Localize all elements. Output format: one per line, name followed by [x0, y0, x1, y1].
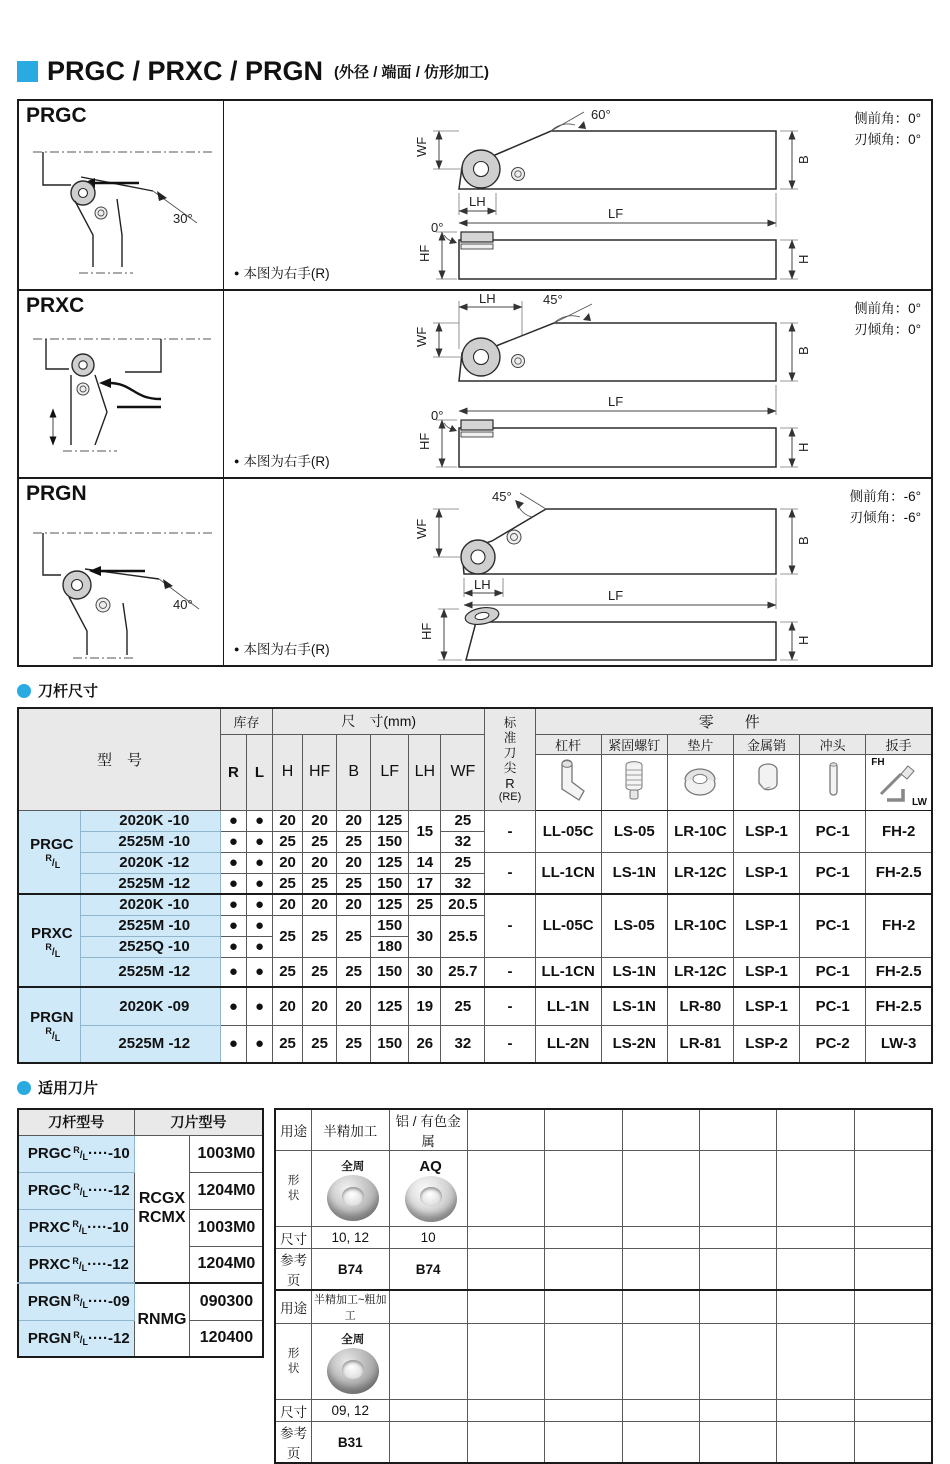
dim-b: 25	[337, 873, 371, 894]
dim-wf: 25	[441, 810, 485, 831]
heading-bullet-icon	[17, 1081, 31, 1095]
stock-l: ●	[246, 873, 272, 894]
part-wrench: FH-2	[866, 810, 932, 852]
tip-radius: -	[485, 810, 535, 852]
part-shim: LR-12C	[667, 852, 733, 894]
svg-text:60°: 60°	[591, 107, 611, 122]
empty-cell	[699, 1227, 776, 1249]
empty-cell	[854, 1324, 932, 1400]
section-prgc	[19, 101, 931, 289]
empty-cell	[854, 1109, 932, 1151]
col-insert-model: 刀片型号	[134, 1109, 263, 1135]
model-cell: 2020K -12	[80, 852, 220, 873]
stock-l: ●	[246, 894, 272, 915]
empty-cell	[777, 1227, 854, 1249]
part-pin: LSP-2	[733, 1025, 799, 1063]
part-screw: LS-1N	[601, 852, 667, 894]
model-cell: 2525M -10	[80, 831, 220, 852]
dim-b: 20	[337, 987, 371, 1025]
size-cell: 10, 12	[311, 1227, 389, 1249]
part-lever: LL-2N	[535, 1025, 601, 1063]
svg-text:B: B	[796, 346, 811, 355]
col-h: H	[273, 734, 303, 810]
size-cell: 09, 12	[311, 1400, 389, 1422]
right-hand-note: ● 本图为右手(R)	[234, 266, 330, 281]
page-ref-cell: B74	[311, 1249, 389, 1291]
dim-wf: 25.5	[441, 915, 485, 957]
heading-bullet-icon	[17, 684, 31, 698]
empty-cell	[854, 1249, 932, 1291]
dim-b: 25	[337, 831, 371, 852]
dim-lh: 25	[409, 894, 441, 915]
dim-lh: 17	[409, 873, 441, 894]
dim-hf: 20	[303, 810, 337, 831]
insert-code: 120400	[190, 1320, 264, 1357]
row-label-usage: 用途	[275, 1109, 311, 1151]
svg-text:LF: LF	[608, 206, 624, 221]
dim-lh: 19	[409, 987, 441, 1025]
part-shim-header: 垫片	[667, 734, 733, 754]
row-label-page: 参考页	[275, 1249, 311, 1291]
insert-code: 1003M0	[190, 1209, 264, 1246]
tip-radius: -	[485, 987, 535, 1025]
usage-cell: 半精加工~粗加工	[311, 1290, 389, 1324]
empty-cell	[622, 1249, 699, 1291]
part-screw: LS-05	[601, 894, 667, 957]
title-main: PRGC / PRXC / PRGN	[47, 56, 324, 86]
model-cell: 2020K -09	[80, 987, 220, 1025]
dim-lf: 180	[371, 936, 409, 957]
prxc-schematic-cell	[19, 291, 224, 477]
part-punch-header: 冲头	[800, 734, 866, 754]
col-lh: LH	[409, 734, 441, 810]
dim-lf: 150	[371, 831, 409, 852]
dim-h: 20	[273, 810, 303, 831]
stock-r: ●	[220, 915, 246, 936]
col-wf: WF	[441, 734, 485, 810]
stock-r: ●	[220, 936, 246, 957]
lever-icon	[535, 754, 601, 810]
col-size-header: 尺 寸(mm)	[273, 708, 485, 734]
empty-cell	[622, 1290, 699, 1324]
stock-l: ●	[246, 831, 272, 852]
stock-r: ●	[220, 957, 246, 987]
prgc-dimension-drawing	[296, 101, 896, 287]
stock-r: ●	[220, 852, 246, 873]
prgc-angle-notes: 侧前角：0° 刃倾角：0°	[854, 111, 921, 147]
empty-cell	[467, 1422, 544, 1464]
empty-cell	[622, 1422, 699, 1464]
row-label-shape: 形状	[275, 1151, 311, 1227]
part-pin-header: 金属销	[733, 734, 799, 754]
dim-h: 25	[273, 1025, 303, 1063]
round-insert-image	[327, 1175, 379, 1221]
wrench-icon: FH LW	[866, 754, 932, 810]
dim-h: 20	[273, 987, 303, 1025]
empty-cell	[699, 1109, 776, 1151]
model-cell: 2525M -12	[80, 1025, 220, 1063]
dim-wf: 25	[441, 987, 485, 1025]
stock-r: ●	[220, 831, 246, 852]
clamp-screw-icon	[601, 754, 667, 810]
svg-text:LF: LF	[608, 394, 624, 409]
prgn-dimension-drawing	[296, 479, 896, 665]
part-wrench: FH-2.5	[866, 957, 932, 987]
size-cell: 10	[389, 1227, 467, 1249]
title-sub: (外径 / 端面 / 仿形加工)	[334, 64, 490, 81]
section-label: PRXC	[26, 294, 85, 317]
empty-cell	[699, 1324, 776, 1400]
round-insert-image	[327, 1348, 379, 1394]
prgc-drawing-cell	[224, 101, 931, 289]
dim-b: 20	[337, 894, 371, 915]
part-shim: LR-81	[667, 1025, 733, 1063]
part-shim: LR-10C	[667, 894, 733, 957]
part-screw-header: 紧固螺钉	[601, 734, 667, 754]
dim-hf: 25	[303, 873, 337, 894]
stock-r: ●	[220, 873, 246, 894]
empty-cell	[854, 1422, 932, 1464]
svg-text:LF: LF	[608, 588, 624, 603]
dim-wf: 20.5	[441, 894, 485, 915]
part-shim: LR-80	[667, 987, 733, 1025]
col-b: B	[337, 734, 371, 810]
dim-lh: 30	[409, 957, 441, 987]
col-holder-model: 刀杆型号	[18, 1109, 134, 1135]
dim-lf: 150	[371, 957, 409, 987]
svg-text:HF: HF	[417, 432, 432, 450]
empty-cell	[467, 1227, 544, 1249]
tip-radius: -	[485, 1025, 535, 1063]
dim-h: 20	[273, 894, 303, 915]
prgn-drawing-cell	[224, 479, 931, 665]
schematic-angle-label: 30°	[173, 211, 193, 226]
part-shim: LR-10C	[667, 810, 733, 852]
part-punch: PC-1	[800, 852, 866, 894]
empty-cell	[545, 1249, 622, 1291]
punch-icon	[800, 754, 866, 810]
holder-model: PRGC $^R$/L····-10	[18, 1135, 134, 1172]
stock-r: ●	[220, 1025, 246, 1063]
dim-lh: 26	[409, 1025, 441, 1063]
part-punch: PC-1	[800, 987, 866, 1025]
dim-lf: 150	[371, 873, 409, 894]
dim-hf: 25	[303, 957, 337, 987]
svg-text:H: H	[796, 254, 811, 264]
empty-cell	[622, 1227, 699, 1249]
dim-b: 25	[337, 957, 371, 987]
row-label-usage: 用途	[275, 1290, 311, 1324]
row-label-size: 尺寸	[275, 1227, 311, 1249]
series-prgc: $PRGC^R/L$	[18, 810, 80, 894]
prgn-angle-notes: 侧前角：-6° 刃倾角：-6°	[849, 489, 921, 525]
model-cell: 2525M -12	[80, 957, 220, 987]
prgc-schematic	[21, 127, 221, 285]
empty-cell	[699, 1151, 776, 1227]
section-label: PRGC	[26, 104, 87, 127]
col-lf: LF	[371, 734, 409, 810]
empty-cell	[622, 1324, 699, 1400]
dim-h: 25	[273, 831, 303, 852]
empty-cell	[854, 1151, 932, 1227]
dim-lf: 125	[371, 810, 409, 831]
dim-wf: 32	[441, 1025, 485, 1063]
insert-table	[17, 1108, 264, 1358]
dim-b: 25	[337, 1025, 371, 1063]
empty-cell	[467, 1249, 544, 1291]
part-pin: LSP-1	[733, 894, 799, 957]
dim-lh: 30	[409, 915, 441, 957]
insert-code: 1204M0	[190, 1246, 264, 1283]
empty-cell	[389, 1422, 467, 1464]
svg-text:H: H	[796, 442, 811, 452]
empty-cell	[854, 1227, 932, 1249]
svg-text:WF: WF	[414, 136, 429, 157]
holder-model: PRGN $^R$/L····-09	[18, 1283, 134, 1320]
empty-cell	[699, 1422, 776, 1464]
dim-b: 20	[337, 810, 371, 831]
part-wrench: LW-3	[866, 1025, 932, 1063]
empty-cell	[777, 1151, 854, 1227]
empty-cell	[777, 1109, 854, 1151]
empty-cell	[545, 1151, 622, 1227]
dim-lh: 15	[409, 810, 441, 852]
part-punch: PC-1	[800, 957, 866, 987]
dim-b: 25	[337, 915, 371, 957]
stock-l: ●	[246, 915, 272, 936]
round-insert-image	[405, 1176, 457, 1222]
part-screw: LS-05	[601, 810, 667, 852]
title-accent-square	[17, 61, 38, 82]
empty-cell	[777, 1290, 854, 1324]
dim-lf: 150	[371, 1025, 409, 1063]
model-cell: 2525M -12	[80, 873, 220, 894]
model-cell: 2020K -10	[80, 894, 220, 915]
col-stock-header: 库存	[220, 708, 272, 734]
empty-cell	[467, 1324, 544, 1400]
dim-lh: 14	[409, 852, 441, 873]
part-lever-header: 杠杆	[535, 734, 601, 754]
prgc-schematic-cell	[19, 101, 224, 289]
usage-cell: 铝 / 有色金属	[389, 1109, 467, 1151]
dim-hf: 20	[303, 894, 337, 915]
page-title	[17, 0, 933, 87]
dim-lf: 125	[371, 894, 409, 915]
part-wrench: FH-2.5	[866, 852, 932, 894]
stock-l: ●	[246, 810, 272, 831]
empty-cell	[622, 1109, 699, 1151]
empty-cell	[699, 1249, 776, 1291]
empty-cell	[545, 1422, 622, 1464]
prxc-schematic	[21, 317, 221, 475]
series-prgn: $PRGN^R/L$	[18, 987, 80, 1063]
stock-r: ●	[220, 987, 246, 1025]
right-hand-note: ● 本图为右手(R)	[234, 454, 330, 469]
stock-l: ●	[246, 1025, 272, 1063]
svg-text:0°: 0°	[431, 220, 444, 235]
page-ref-cell: B74	[389, 1249, 467, 1291]
part-pin: LSP-1	[733, 810, 799, 852]
series-prxc: $PRXC^R/L$	[18, 894, 80, 987]
model-cell: 2020K -10	[80, 810, 220, 831]
shape-cell: 全周	[311, 1324, 389, 1400]
empty-cell	[699, 1290, 776, 1324]
row-label-size: 尺寸	[275, 1400, 311, 1422]
svg-text:WF: WF	[414, 518, 429, 539]
svg-text:LH: LH	[479, 291, 496, 306]
empty-cell	[545, 1109, 622, 1151]
insert-code: 090300	[190, 1283, 264, 1320]
empty-cell	[545, 1227, 622, 1249]
empty-cell	[854, 1290, 932, 1324]
dim-lf: 150	[371, 915, 409, 936]
dim-h: 25	[273, 873, 303, 894]
dim-h: 25	[273, 957, 303, 987]
empty-cell	[545, 1290, 622, 1324]
section-prxc	[19, 289, 931, 477]
prxc-angle-notes: 侧前角：0° 刃倾角：0°	[854, 301, 921, 337]
svg-text:LH: LH	[469, 194, 486, 209]
insert-heading: 适用刀片	[17, 1077, 933, 1098]
col-tip-radius-header: 标准刀尖 R (RE)	[485, 708, 535, 810]
dim-b: 20	[337, 852, 371, 873]
usage-cell: 半精加工	[311, 1109, 389, 1151]
part-lever: LL-1CN	[535, 957, 601, 987]
metal-pin-icon	[733, 754, 799, 810]
part-pin: LSP-1	[733, 852, 799, 894]
prxc-dimension-drawing	[296, 291, 896, 477]
empty-cell	[622, 1151, 699, 1227]
section-prgn	[19, 477, 931, 665]
svg-text:45°: 45°	[543, 292, 563, 307]
dim-h: 20	[273, 852, 303, 873]
holder-model: PRXC $^R$/L····-12	[18, 1246, 134, 1283]
col-hf: HF	[303, 734, 337, 810]
part-punch: PC-1	[800, 894, 866, 957]
tip-radius: -	[485, 957, 535, 987]
diagram-panel	[17, 99, 933, 667]
col-stock-l: L	[246, 734, 272, 810]
dim-lf: 125	[371, 852, 409, 873]
tip-radius: -	[485, 852, 535, 894]
dim-wf: 25.7	[441, 957, 485, 987]
part-punch: PC-2	[800, 1025, 866, 1063]
section-label: PRGN	[26, 482, 87, 505]
svg-text:H: H	[796, 635, 811, 645]
part-pin: LSP-1	[733, 957, 799, 987]
part-pin: LSP-1	[733, 987, 799, 1025]
stock-l: ●	[246, 936, 272, 957]
holder-model: PRGC $^R$/L····-12	[18, 1172, 134, 1209]
stock-r: ●	[220, 810, 246, 831]
schematic-angle-label: 40°	[173, 597, 193, 612]
col-stock-r: R	[220, 734, 246, 810]
dim-hf: 25	[303, 1025, 337, 1063]
dim-hf: 25	[303, 915, 337, 957]
svg-text:HF: HF	[417, 244, 432, 262]
model-cell: 2525Q -10	[80, 936, 220, 957]
part-wrench: FH-2	[866, 894, 932, 957]
dim-hf: 25	[303, 831, 337, 852]
svg-text:HF: HF	[419, 622, 434, 640]
shape-cell: AQ	[389, 1151, 467, 1227]
col-parts-header: 零 件	[535, 708, 932, 734]
part-punch: PC-1	[800, 810, 866, 852]
empty-cell	[389, 1290, 467, 1324]
empty-cell	[777, 1324, 854, 1400]
part-shim: LR-12C	[667, 957, 733, 987]
insert-series: RCGX RCMX	[134, 1135, 190, 1283]
part-screw: LS-2N	[601, 1025, 667, 1063]
stock-l: ●	[246, 852, 272, 873]
prgn-schematic	[21, 505, 221, 663]
svg-text:45°: 45°	[492, 489, 512, 504]
part-lever: LL-05C	[535, 810, 601, 852]
stock-l: ●	[246, 987, 272, 1025]
right-hand-note: ● 本图为右手(R)	[234, 642, 330, 657]
prxc-drawing-cell	[224, 291, 931, 477]
tip-radius: -	[485, 894, 535, 957]
dim-wf: 32	[441, 831, 485, 852]
col-model-header: 型 号	[18, 708, 220, 810]
holder-model: PRXC $^R$/L····-10	[18, 1209, 134, 1246]
holder-table	[17, 707, 933, 1064]
empty-cell	[389, 1324, 467, 1400]
part-screw: LS-1N	[601, 987, 667, 1025]
svg-text:LH: LH	[474, 577, 491, 592]
empty-cell	[777, 1249, 854, 1291]
prgn-schematic-cell	[19, 479, 224, 665]
insert-code: 1204M0	[190, 1172, 264, 1209]
row-label-page: 参考页	[275, 1422, 311, 1464]
shape-cell: 全周	[311, 1151, 389, 1227]
stock-l: ●	[246, 957, 272, 987]
part-wrench: FH-2.5	[866, 987, 932, 1025]
empty-cell	[777, 1422, 854, 1464]
stock-r: ●	[220, 894, 246, 915]
shim-icon	[667, 754, 733, 810]
dim-h: 25	[273, 915, 303, 957]
svg-text:0°: 0°	[431, 408, 444, 423]
model-cell: 2525M -10	[80, 915, 220, 936]
svg-text:WF: WF	[414, 326, 429, 347]
row-label-shape: 形状	[275, 1324, 311, 1400]
part-lever: LL-05C	[535, 894, 601, 957]
svg-text:B: B	[796, 155, 811, 164]
dim-hf: 20	[303, 852, 337, 873]
part-wrench-header: 扳手	[866, 734, 932, 754]
svg-text:B: B	[796, 536, 811, 545]
part-screw: LS-1N	[601, 957, 667, 987]
empty-cell	[545, 1324, 622, 1400]
part-lever: LL-1N	[535, 987, 601, 1025]
holder-model: PRGN $^R$/L····-12	[18, 1320, 134, 1357]
insert-series: RNMG	[134, 1283, 190, 1357]
part-lever: LL-1CN	[535, 852, 601, 894]
empty-cell	[467, 1151, 544, 1227]
page-ref-cell: B31	[311, 1422, 389, 1464]
dim-wf: 25	[441, 852, 485, 873]
holder-size-heading: 刀杆尺寸	[17, 680, 933, 701]
empty-cell	[467, 1109, 544, 1151]
insert-code: 1003M0	[190, 1135, 264, 1172]
dim-wf: 32	[441, 873, 485, 894]
empty-cell	[467, 1290, 544, 1324]
dim-lf: 125	[371, 987, 409, 1025]
dim-hf: 20	[303, 987, 337, 1025]
